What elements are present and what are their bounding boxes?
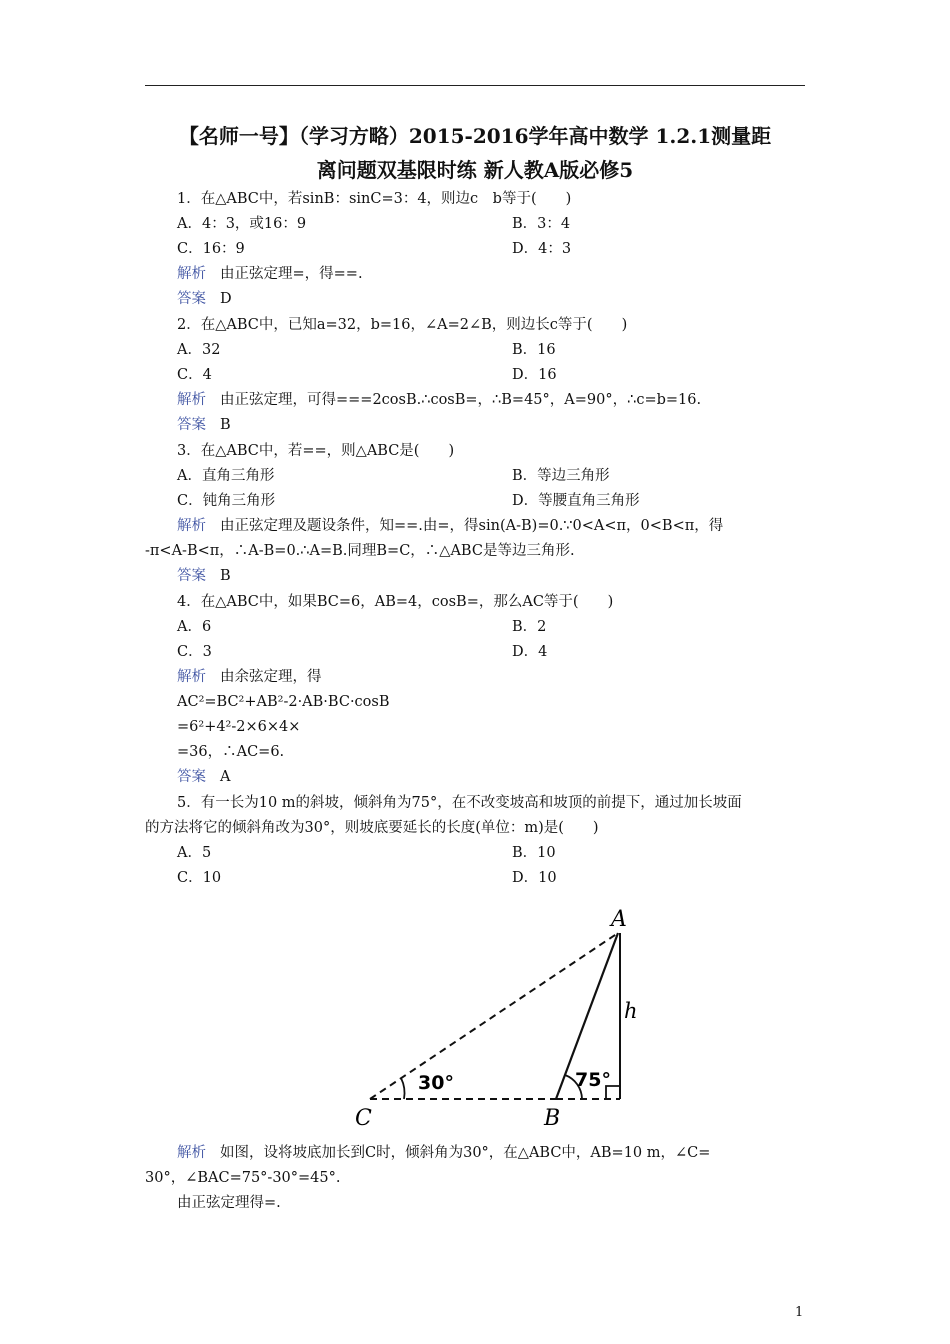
analysis-label: 解析 — [177, 266, 206, 282]
q1-option-a: A．4：3，或16：9 — [177, 216, 307, 232]
analysis-label: 解析 — [177, 1145, 206, 1161]
analysis-label: 解析 — [177, 669, 206, 685]
q4-analysis — [177, 667, 322, 687]
vertex-label-a: A — [611, 907, 627, 932]
q2-option-a: A．32 — [177, 342, 221, 358]
angle-label-b: 75° — [575, 1069, 611, 1091]
q5-option-c: C．10 — [177, 870, 222, 886]
q1-analysis-text: 由正弦定理=，得==. — [220, 266, 363, 282]
vertex-label-b: B — [544, 1106, 561, 1131]
q2-option-b: B．16 — [512, 342, 556, 358]
answer-label: 答案 — [177, 568, 206, 584]
q4-analysis-text: 由余弦定理，得 — [220, 669, 322, 685]
q4-stem: 4．在△ABC中，如果BC=6，AB=4，cosB=，那么AC等于( ) — [177, 594, 614, 610]
analysis-label: 解析 — [177, 518, 206, 534]
q1-answer-text: D — [220, 291, 232, 307]
q3-option-c: C．钝角三角形 — [177, 493, 276, 509]
q4-answer-text: A — [220, 769, 231, 785]
height-label-h: h — [624, 999, 638, 1023]
q3-analysis-text: 由正弦定理及题设条件，知==.由=，得sin(A-B)=0.∵0<A<π，0<B<π，得 — [220, 518, 724, 534]
q5-analysis-text: 如图，设将坡底加长到C时，倾斜角为30°，在△ABC中，AB=10 m，∠C= — [220, 1145, 711, 1161]
q5-analysis-continued: 30°，∠BAC=75°-30°=45°. — [145, 1170, 341, 1186]
q1-analysis — [177, 264, 363, 284]
q5-analysis-continued-2: 由正弦定理得=. — [177, 1195, 281, 1211]
q4-calc-line-1: AC²=BC²+AB²-2·AB·BC·cosB — [177, 694, 390, 710]
q1-answer — [177, 289, 232, 309]
angle-label-c: 30° — [418, 1072, 454, 1094]
q3-answer — [177, 566, 231, 586]
analysis-label: 解析 — [177, 392, 206, 408]
q1-option-b: B．3：4 — [512, 216, 571, 232]
q2-answer-text: B — [220, 417, 231, 433]
q3-answer-text: B — [220, 568, 231, 584]
header-rule — [145, 85, 805, 86]
doc-title-line-2: 离问题双基限时练 新人教A版必修5 — [316, 158, 634, 182]
slope-triangle-figure — [340, 900, 660, 1135]
q5-option-b: B．10 — [512, 845, 556, 861]
answer-label: 答案 — [177, 769, 206, 785]
vertex-label-c: C — [355, 1106, 372, 1131]
q4-option-b: B．2 — [512, 619, 547, 635]
q4-answer — [177, 767, 230, 787]
q4-calc-line-3: =36，∴AC=6. — [177, 744, 285, 760]
angle-arc-c — [401, 1078, 405, 1099]
q5-option-d: D．10 — [512, 870, 557, 886]
q3-stem: 3．在△ABC中，若==，则△ABC是( ) — [177, 443, 455, 459]
q2-option-d: D．16 — [512, 367, 557, 383]
q4-calc-line-2: =6²+4²-2×6×4× — [177, 719, 301, 735]
q3-analysis-continued: -π<A-B<π，∴A-B=0.∴A=B.同理B=C，∴△ABC是等边三角形. — [145, 543, 575, 559]
q2-stem: 2．在△ABC中，已知a=32，b=16，∠A=2∠B，则边长c等于( ) — [177, 317, 628, 333]
answer-label: 答案 — [177, 291, 206, 307]
q5-analysis — [177, 1143, 710, 1163]
q5-option-a: A．5 — [177, 845, 212, 861]
q1-stem: 1．在△ABC中，若sinB：sinC=3：4，则边c b等于( ) — [177, 191, 572, 207]
q4-option-a: A．6 — [177, 619, 212, 635]
q4-option-d: D．4 — [512, 644, 548, 660]
q5-stem: 5．有一长为10 m的斜坡，倾斜角为75°，在不改变坡高和坡顶的前提下，通过加长坡面 — [177, 795, 742, 811]
answer-label: 答案 — [177, 417, 206, 433]
q5-stem-continued: 的方法将它的倾斜角改为30°，则坡底要延长的长度(单位：m)是( ) — [145, 820, 599, 836]
q2-option-c: C．4 — [177, 367, 212, 383]
q3-analysis — [177, 516, 723, 536]
page-number: 1 — [795, 1305, 804, 1320]
q2-analysis-text: 由正弦定理，可得===2cosB.∴cosB=，∴B=45°，A=90°，∴c=b=16. — [220, 392, 702, 408]
q2-analysis — [177, 390, 701, 410]
q4-option-c: C．3 — [177, 644, 212, 660]
q1-option-c: C．16：9 — [177, 241, 245, 257]
q1-option-d: D．4：3 — [512, 241, 572, 257]
doc-title-line-1: 【名师一号】（学习方略）2015-2016学年高中数学 1.2.1测量距 — [178, 124, 772, 148]
q2-answer — [177, 415, 231, 435]
q3-option-b: B．等边三角形 — [512, 468, 610, 484]
q3-option-a: A．直角三角形 — [177, 468, 275, 484]
q3-option-d: D．等腰直角三角形 — [512, 493, 640, 509]
